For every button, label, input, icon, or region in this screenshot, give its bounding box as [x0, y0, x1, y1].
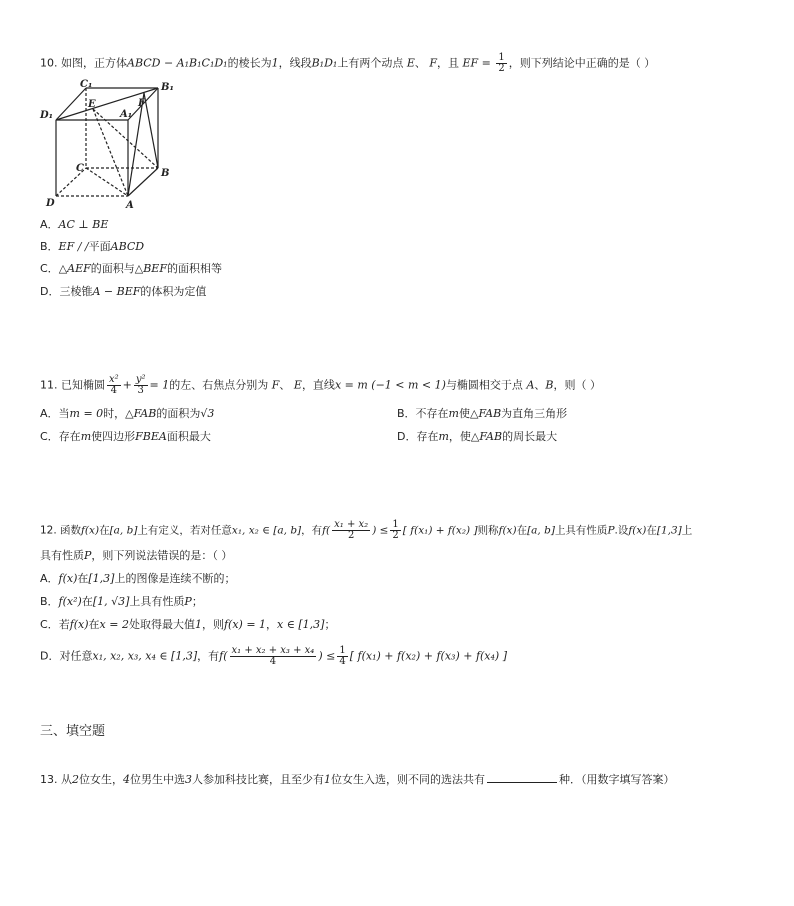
- label-d1: D₁: [40, 110, 54, 121]
- answer-blank[interactable]: [487, 772, 557, 783]
- label-e: E: [88, 99, 96, 110]
- q11-option-b[interactable]: B．不存在m使△FAB为直角三角形: [397, 407, 568, 420]
- q12-stem-line2: 具有性质P，则下列说法错误的是：（ ）: [40, 549, 233, 562]
- fraction-half: $\frac{1}{2}$: [392, 519, 399, 541]
- q13-stem: 13. 从2位女生，4位男生中选3人参加科技比赛，且至少有1位女生入选，则不同的选法共有 种．（用数字填写答案）: [40, 773, 675, 786]
- q11-option-d[interactable]: D．存在m，使△FAB的周长最大: [397, 430, 558, 443]
- label-b1: B₁: [161, 82, 174, 93]
- fraction-one-half: $\frac{1}{2}$: [498, 52, 505, 74]
- q10-option-a[interactable]: A．AC ⊥ BE: [40, 218, 109, 231]
- label-f: F: [138, 98, 146, 109]
- fraction-x2-over-4: $\frac{\text{x²}}{4}$: [109, 374, 119, 396]
- q11-stem: 11. 已知椭圆 $\frac{\text{x²}}{4}$ + $\frac{\text{y²}}{3}$ = 1的左、右焦点分别为 F、 E，直线x = m (−1 < m < 1)与椭圆相交于点 A、B，则（ ）: [40, 374, 601, 396]
- cube-figure: [38, 78, 178, 210]
- q12-option-b[interactable]: B．f(x²)在[1, √3]上具有性质P；: [40, 595, 203, 608]
- fraction-mean-two: $\frac{\text{x₁ + x₂}}{2}$: [334, 519, 369, 541]
- fraction-y2-over-3: $\frac{\text{y²}}{3}$: [135, 374, 146, 396]
- fraction-quarter: $\frac{1}{4}$: [339, 645, 346, 667]
- line-ca: [86, 168, 128, 196]
- q10-option-d[interactable]: D．三棱锥A − BEF的体积为定值: [40, 285, 207, 298]
- q12-option-c[interactable]: C．若f(x)在x = 2处取得最大值1，则f(x) = 1，x ∈ [1,3]；: [40, 618, 336, 631]
- q10-option-b[interactable]: B．EF / /平面ABCD: [40, 240, 145, 253]
- label-d: D: [46, 198, 55, 209]
- q12-option-a[interactable]: A．f(x)在[1,3]上的图像是连续不断的；: [40, 572, 236, 585]
- line-ea: [93, 109, 128, 196]
- edge-ab: [128, 168, 158, 196]
- label-a1: A₁: [120, 109, 133, 120]
- q10-stem: 10. 如图，正方体ABCD − A₁B₁C₁D₁的棱长为1，线段B₁D₁上有两个动点 E、 F，且 EF = $\frac{1}{2}$ ，则下列结论中正确的是（ ）: [40, 52, 656, 74]
- q12-option-d[interactable]: D．对任意x₁, x₂, x₃, x₄ ∈ [1,3]，有f( $\frac{\text{x₁ + x₂ + x₃ + x₄}}{4}$ ) ≤ $\frac{1}{4}$ [ f(x₁) + f(x₂) + f(x₃) + f(x₄) ]: [40, 645, 507, 667]
- section-title-fill-in: 三、填空题: [40, 724, 106, 739]
- label-c: C: [76, 163, 84, 174]
- q11-option-a[interactable]: A．当m = 0时，△FAB的面积为√3: [40, 407, 215, 420]
- q12-stem-line1: 12. 函数f(x)在[a, b]上有定义，若对任意x₁, x₂ ∈ [a, b]，有f( $\frac{\text{x₁ + x₂}}{2}$ ) ≤ $\frac{1}{2}$ [ f(x₁) + f(x₂) ]则称f(x)在[a, b]上具有性质P.设f(x)在[1,3]上: [40, 519, 693, 541]
- label-b: B: [161, 168, 170, 179]
- label-a: A: [126, 200, 134, 210]
- q10-option-c[interactable]: C．△AEF的面积与△BEF的面积相等: [40, 262, 222, 275]
- label-c1: C₁: [80, 79, 93, 90]
- fraction-mean-four: $\frac{\text{x₁ + x₂ + x₃ + x₄}}{4}$: [231, 645, 315, 667]
- q11-option-c[interactable]: C．存在m使四边形FBEA面积最大: [40, 430, 211, 443]
